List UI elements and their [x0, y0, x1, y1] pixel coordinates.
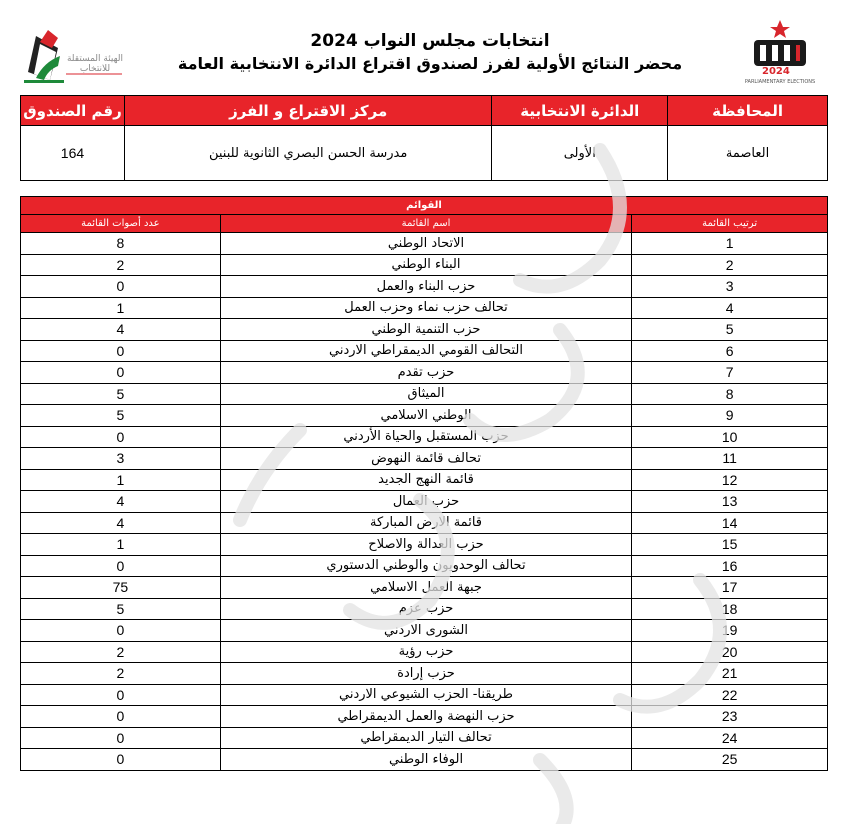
list-rank: 21 — [632, 663, 828, 685]
list-row — [21, 663, 828, 685]
list-name: طريقنا- الحزب الشيوعي الاردني — [220, 684, 631, 706]
list-rank: 7 — [632, 362, 828, 384]
list-rank: 6 — [632, 340, 828, 362]
list-rank: 3 — [632, 276, 828, 298]
list-name: الشورى الاردني — [220, 620, 631, 642]
list-name: تحالف الوحدويون والوطني الدستوري — [220, 555, 631, 577]
list-rank: 16 — [632, 555, 828, 577]
list-row — [21, 233, 828, 255]
list-rank: 19 — [632, 620, 828, 642]
list-row — [21, 706, 828, 728]
list-name: تحالف حزب نماء وحزب العمل — [220, 297, 631, 319]
elections-2024-logo-icon — [740, 18, 820, 92]
list-row — [21, 448, 828, 470]
list-row — [21, 684, 828, 706]
list-name: الوفاء الوطني — [220, 749, 631, 771]
list-rank: 2 — [632, 254, 828, 276]
list-name: البناء الوطني — [220, 254, 631, 276]
list-votes: 4 — [21, 491, 221, 513]
list-row — [21, 340, 828, 362]
list-votes: 0 — [21, 555, 221, 577]
list-rank: 25 — [632, 749, 828, 771]
list-name: الميثاق — [220, 383, 631, 405]
list-row — [21, 362, 828, 384]
list-name: حزب المستقبل والحياة الأردني — [220, 426, 631, 448]
list-row — [21, 598, 828, 620]
list-name: جبهة العمل الاسلامي — [220, 577, 631, 599]
polling-info-table — [20, 95, 828, 181]
list-rank: 17 — [632, 577, 828, 599]
list-name: حزب رؤية — [220, 641, 631, 663]
list-row — [21, 469, 828, 491]
list-rank: 9 — [632, 405, 828, 427]
center-value: مدرسة الحسن البصري الثانوية للبنين — [124, 126, 491, 181]
list-votes: 0 — [21, 749, 221, 771]
list-rank: 12 — [632, 469, 828, 491]
list-rank: 10 — [632, 426, 828, 448]
list-rank: 23 — [632, 706, 828, 728]
list-name: حزب إرادة — [220, 663, 631, 685]
list-rank: 4 — [632, 297, 828, 319]
list-rank: 22 — [632, 684, 828, 706]
rank-column-header: ترتيب القائمة — [632, 215, 828, 233]
name-column-header: اسم القائمة — [220, 215, 631, 233]
list-row — [21, 749, 828, 771]
list-name: تحالف قائمة النهوض — [220, 448, 631, 470]
list-row — [21, 254, 828, 276]
list-votes: 0 — [21, 706, 221, 728]
list-votes: 2 — [21, 663, 221, 685]
lists-caption: القوائم — [21, 197, 828, 215]
list-name: قائمة النهج الجديد — [220, 469, 631, 491]
list-rank: 14 — [632, 512, 828, 534]
list-name: قائمة الارض المباركة — [220, 512, 631, 534]
list-name: حزب عزم — [220, 598, 631, 620]
list-row — [21, 620, 828, 642]
list-row — [21, 426, 828, 448]
list-row — [21, 577, 828, 599]
list-votes: 1 — [21, 534, 221, 556]
iec-logo-icon — [18, 22, 128, 88]
list-row — [21, 555, 828, 577]
box-number-value: 164 — [21, 126, 125, 181]
list-votes: 1 — [21, 469, 221, 491]
document-title: انتخابات مجلس النواب 2024 — [310, 31, 550, 51]
list-rank: 18 — [632, 598, 828, 620]
list-votes: 2 — [21, 641, 221, 663]
list-rank: 5 — [632, 319, 828, 341]
list-rank: 13 — [632, 491, 828, 513]
document-header — [150, 30, 710, 76]
center-header: مركز الاقتراع و الفرز — [124, 96, 491, 126]
list-votes: 0 — [21, 426, 221, 448]
list-votes: 0 — [21, 620, 221, 642]
list-votes: 4 — [21, 512, 221, 534]
list-name: الوطني الاسلامي — [220, 405, 631, 427]
list-votes: 1 — [21, 297, 221, 319]
list-name: تحالف التيار الديمقراطي — [220, 727, 631, 749]
list-name: حزب البناء والعمل — [220, 276, 631, 298]
list-votes: 5 — [21, 598, 221, 620]
list-name: حزب التنمية الوطني — [220, 319, 631, 341]
list-row — [21, 405, 828, 427]
list-votes: 2 — [21, 254, 221, 276]
list-votes: 8 — [21, 233, 221, 255]
district-value: الأولى — [492, 126, 668, 181]
list-name: حزب العمال — [220, 491, 631, 513]
list-name: التحالف القومي الديمقراطي الاردني — [220, 340, 631, 362]
votes-column-header: عدد أصوات القائمة — [21, 215, 221, 233]
list-votes: 0 — [21, 684, 221, 706]
document-subtitle: محضر النتائج الأولية لفرز لصندوق اقتراع الدائرة الانتخابية العامة — [177, 54, 683, 73]
list-votes: 0 — [21, 276, 221, 298]
list-name: حزب تقدم — [220, 362, 631, 384]
list-rank: 15 — [632, 534, 828, 556]
list-name: حزب العدالة والاصلاح — [220, 534, 631, 556]
list-votes: 4 — [21, 319, 221, 341]
list-votes: 5 — [21, 405, 221, 427]
list-rank: 24 — [632, 727, 828, 749]
list-row — [21, 383, 828, 405]
list-votes: 75 — [21, 577, 221, 599]
list-row — [21, 276, 828, 298]
list-row — [21, 727, 828, 749]
governorate-header: المحافظة — [668, 96, 828, 126]
list-name: الاتحاد الوطني — [220, 233, 631, 255]
list-row — [21, 297, 828, 319]
lists-table — [20, 196, 828, 771]
list-row — [21, 641, 828, 663]
right-logo-caption: PARLIAMENTARY ELECTIONS — [744, 79, 816, 85]
governorate-value: العاصمة — [668, 126, 828, 181]
list-rank: 11 — [632, 448, 828, 470]
list-rank: 8 — [632, 383, 828, 405]
district-header: الدائرة الانتخابية — [492, 96, 668, 126]
box-number-header: رقم الصندوق — [21, 96, 125, 126]
right-logo-year: 2024 — [762, 66, 790, 77]
list-votes: 3 — [21, 448, 221, 470]
list-rank: 1 — [632, 233, 828, 255]
list-votes: 0 — [21, 727, 221, 749]
list-row — [21, 512, 828, 534]
left-logo-text: الهيئة المستقلة للانتخاب — [66, 54, 124, 74]
list-votes: 0 — [21, 362, 221, 384]
list-name: حزب النهضة والعمل الديمقراطي — [220, 706, 631, 728]
list-row — [21, 534, 828, 556]
list-rank: 20 — [632, 641, 828, 663]
list-votes: 5 — [21, 383, 221, 405]
list-votes: 0 — [21, 340, 221, 362]
list-row — [21, 491, 828, 513]
list-row — [21, 319, 828, 341]
